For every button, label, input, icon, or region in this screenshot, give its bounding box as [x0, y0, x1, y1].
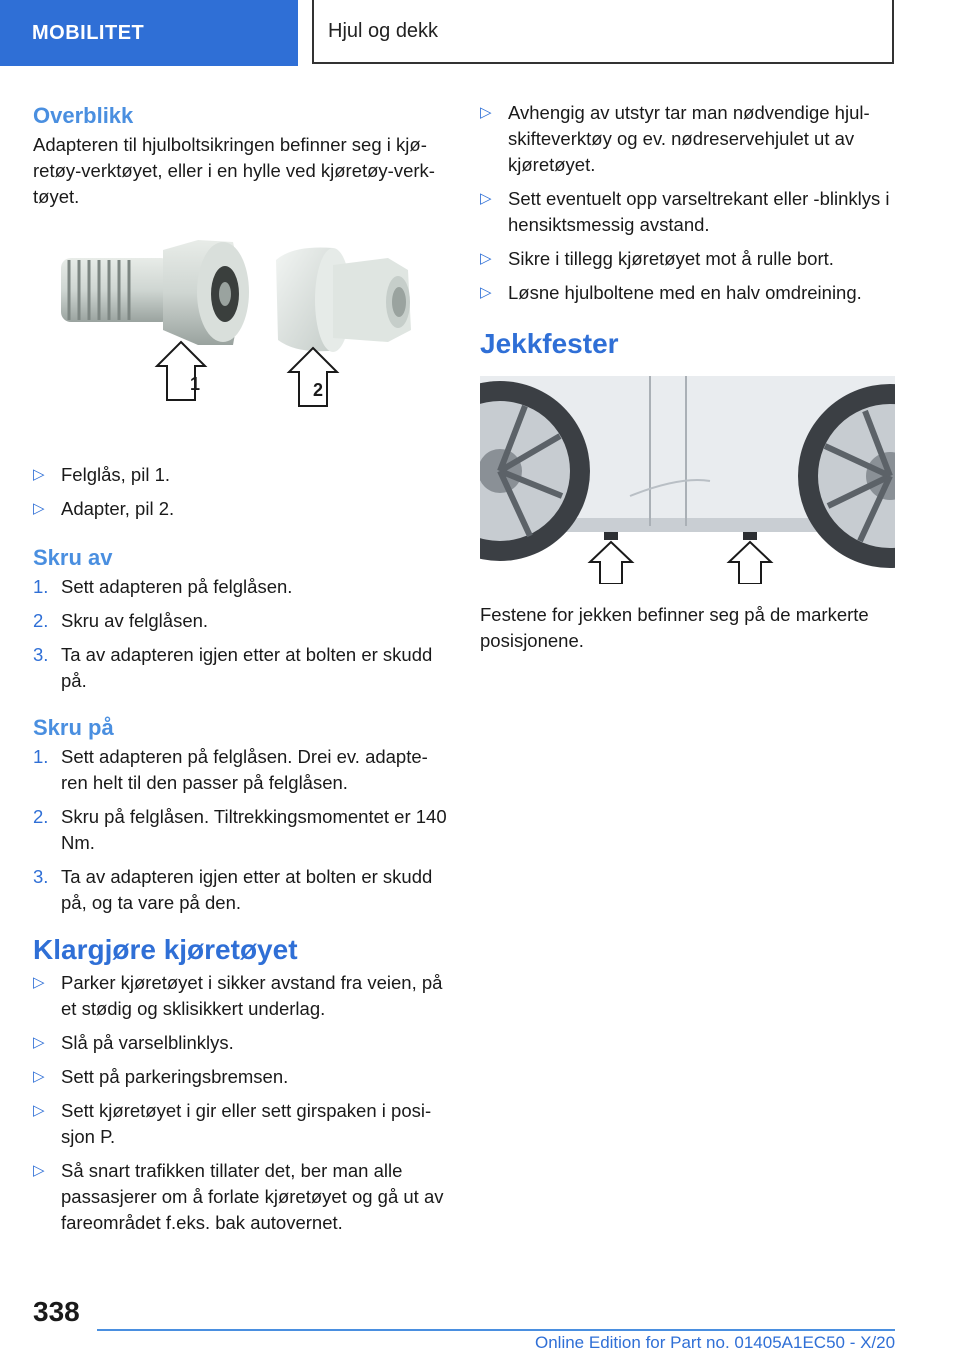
page-header [312, 0, 894, 64]
heading-skru-pa: Skru på [33, 715, 114, 740]
step-item: 2. Skru av felglåsen. [33, 610, 209, 631]
step-item: 3. Ta av adapteren igjen etter at bolten er skudd på, og ta vare på den. [33, 866, 433, 913]
list-item: ▷ Slå på varselblinklys. [33, 1030, 448, 1056]
wheel-lock-figure [33, 220, 448, 440]
heading-overblikk: Overblikk [33, 103, 134, 128]
triangle-bullet-icon: ▷ [33, 974, 45, 991]
jack-point-rear [743, 532, 757, 540]
figure-label-1: 1 [190, 374, 201, 394]
adapter-image [276, 248, 411, 353]
step-item: 1. Sett adapteren på felglåsen. [33, 576, 293, 597]
arrow-2-icon [289, 348, 337, 406]
list-item: ▷ Adapter, pil 2. [33, 496, 448, 522]
step-item: 2. Skru på felglåsen. Tiltrekkingsmomentet er 140 Nm. [33, 806, 447, 853]
section-label: MOBILITET [32, 21, 145, 44]
triangle-bullet-icon: ▷ [33, 1102, 45, 1119]
prep-list-continued [480, 100, 895, 306]
triangle-bullet-icon: ▷ [33, 1162, 45, 1179]
overblikk-text: Adapteren til hjulboltsikringen befinner seg i kjøretøy-verktøyet, eller i en hylle ved kjøretøy-verktøyet. [33, 134, 435, 207]
list-item: ▷ Så snart trafikken tillater det, ber man alle passasjerer om å forlate kjøretøyet og gå ut av fareområdet f.eks. bak autovernet. [33, 1160, 444, 1233]
heading-jekkfester: Jekkfester [480, 328, 619, 359]
triangle-bullet-icon: ▷ [33, 500, 45, 517]
list-item: ▷ Løsne hjulboltene med en halv omdreining. [480, 280, 895, 306]
list-item: ▷ Parker kjøretøyet i sikker avstand fra veien, på et stødig og sklisikkert underlag. [33, 972, 443, 1019]
footer-edition: Online Edition for Part no. 01405A1EC50 - X/20 [535, 1333, 896, 1352]
overblikk-list [33, 462, 448, 522]
heading-skru-av: Skru av [33, 545, 113, 570]
list-item: ▷ Sett kjøretøyet i gir eller sett girspaken i posisjon P. [33, 1100, 432, 1147]
triangle-bullet-icon: ▷ [33, 1068, 45, 1085]
triangle-bullet-icon: ▷ [480, 284, 492, 301]
jack-points-figure [480, 376, 895, 584]
list-item: ▷ Sikre i tillegg kjøretøyet mot å rulle bort. [480, 246, 895, 272]
step-item: 3. Ta av adapteren igjen etter at bolten er skudd på. [33, 644, 433, 691]
heading-klargjore: Klargjøre kjøretøyet [33, 934, 298, 965]
triangle-bullet-icon: ▷ [480, 190, 492, 207]
section-tab [0, 0, 298, 66]
triangle-bullet-icon: ▷ [480, 250, 492, 267]
klargjore-list [33, 970, 448, 1236]
wheel-lock-bolt-image [61, 240, 249, 345]
footer-divider [97, 1329, 895, 1331]
page-number: 338 [33, 1296, 80, 1327]
figure-label-2: 2 [313, 380, 324, 400]
list-item: ▷ Sett på parkeringsbremsen. [33, 1064, 448, 1090]
list-item: ▷ Sett eventuelt opp varseltrekant eller -blinklys i hensiktsmessig avstand. [480, 188, 890, 235]
skru-pa-steps [33, 744, 448, 916]
step-item: 1. Sett adapteren på felglåsen. Drei ev. adapteren helt til den passer på felglåsen. [33, 746, 428, 793]
jekkfester-caption: Festene for jekken befinner seg på de markerte posisjonene. [480, 604, 869, 651]
triangle-bullet-icon: ▷ [33, 1034, 45, 1051]
jack-point-front [604, 532, 618, 540]
triangle-bullet-icon: ▷ [33, 466, 45, 483]
list-item: ▷ Avhengig av utstyr tar man nødvendige hjulskifteverktøy og ev. nødreservehjulet ut av kjøretøyet. [480, 102, 870, 175]
skru-av-steps [33, 574, 448, 694]
list-item: ▷ Felglås, pil 1. [33, 462, 448, 488]
left-column [33, 100, 448, 1244]
page-title: Hjul og dekk [328, 19, 439, 42]
arrow-1-icon [157, 342, 205, 400]
right-column [480, 100, 895, 654]
triangle-bullet-icon: ▷ [480, 104, 492, 121]
